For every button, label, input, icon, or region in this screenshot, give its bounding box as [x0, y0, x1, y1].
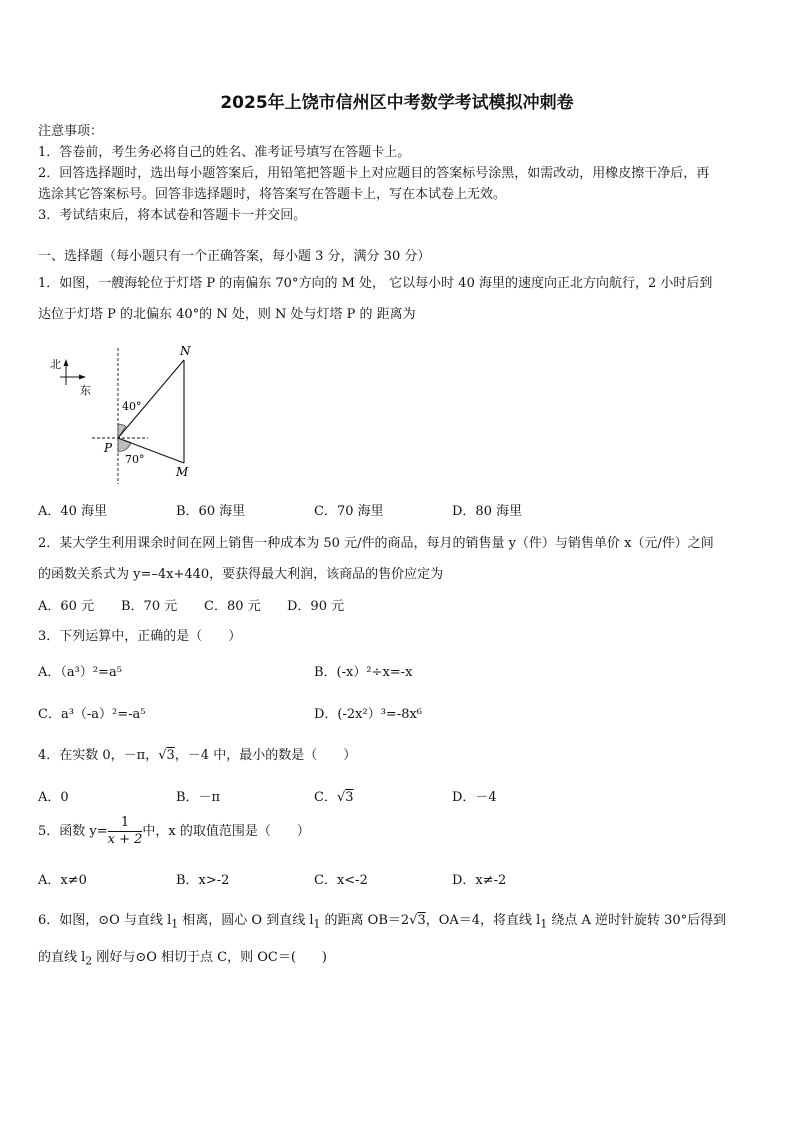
- q1-option-c[interactable]: C．70 海里: [314, 504, 384, 519]
- q6-text-a: 6．如图，⊙O 与直线 l: [38, 913, 172, 928]
- q4-stem-part-a: 4．在实数 0，－π，: [38, 748, 159, 763]
- page-title: 2025年上饶市信州区中考数学考试模拟冲刺卷: [220, 93, 574, 113]
- q2-option-d[interactable]: D．90 元: [287, 599, 345, 614]
- q2-option-a[interactable]: A．60 元: [38, 599, 95, 614]
- q5-stem: [38, 815, 310, 848]
- angle-40-label: 40°: [122, 400, 142, 413]
- q6-stem-line2: [38, 946, 327, 968]
- q6-text-c: 的距离 OB＝2: [320, 913, 410, 928]
- notice-item-2-cont: 选涂其它答案标号。回答非选择题时，将答案写在答题卡上，写在本试卷上无效。: [38, 187, 507, 202]
- q1-stem-line2: 达位于灯塔 P 的北偏东 40°的 N 处，则 N 处与灯塔 P 的 距离为: [38, 307, 416, 322]
- q4-option-a[interactable]: A．0: [38, 790, 69, 805]
- q6-text-g: 刚好与⊙O 相切于点 C，则 OC＝( ): [92, 950, 327, 965]
- q3-option-c[interactable]: C．a³（-a）²=-a⁵: [38, 707, 146, 722]
- q5-fraction-denominator: x + 2: [107, 832, 143, 847]
- q4-option-d[interactable]: D．－4: [452, 790, 497, 805]
- q4-stem-part-b: ，－4 中，最小的数是（ ）: [174, 748, 357, 763]
- q4-option-c-label: C．: [314, 790, 337, 805]
- compass-east-arrow-icon: [79, 375, 86, 380]
- q2-option-c[interactable]: C．80 元: [204, 599, 261, 614]
- point-P-label: P: [104, 441, 113, 455]
- q2-option-b[interactable]: B．70 元: [121, 599, 178, 614]
- notice-item-3: 3．考试结束后，将本试卷和答题卡一并交回。: [38, 208, 307, 223]
- q5-option-c[interactable]: C．x<-2: [314, 873, 368, 888]
- q1-option-b[interactable]: B．60 海里: [176, 504, 246, 519]
- q6-text-e: 绕点 A 逆时针旋转 30°后得到: [547, 913, 727, 928]
- subscript-1: 1: [313, 917, 321, 931]
- segment-PN: [118, 360, 184, 438]
- q1-option-d[interactable]: D．80 海里: [452, 504, 523, 519]
- q6-sqrt-value: 3: [417, 913, 426, 928]
- q6-text-b: 相离，圆心 O 到直线 l: [178, 913, 314, 928]
- compass-east-label: 东: [80, 384, 91, 397]
- q6-text-d: ，OA＝4，将直线 l: [425, 913, 541, 928]
- notice-heading: 注意事项：: [38, 124, 104, 139]
- angle-70-label: 70°: [125, 453, 145, 466]
- q3-option-a[interactable]: A．（a³）²=a⁵: [38, 665, 122, 680]
- sqrt-icon: √: [158, 748, 167, 763]
- q5-option-d[interactable]: D．x≠-2: [452, 873, 507, 888]
- notice-item-1: 1．答卷前，考生务必将自己的姓名、准考证号填写在答题卡上。: [38, 145, 411, 160]
- point-N-label: N: [180, 344, 191, 358]
- q6-text-f: 的直线 l: [38, 950, 86, 965]
- q2-stem-line2: 的函数关系式为 y=–4x+440，要获得最大利润，该商品的售价应定为: [38, 567, 444, 582]
- compass-north-label: 北: [50, 358, 61, 371]
- q1-figure: [40, 342, 210, 487]
- q5-stem-part-a: 5．函数 y=: [38, 824, 108, 839]
- q3-option-b[interactable]: B．(-x）²÷x=-x: [314, 665, 413, 680]
- q6-stem-line1: [38, 909, 726, 931]
- point-M-label: M: [176, 465, 189, 479]
- q5-option-a[interactable]: A．x≠0: [38, 873, 87, 888]
- q3-stem: 3．下列运算中，正确的是（ ）: [38, 629, 242, 644]
- q5-fraction-numerator: 1: [108, 815, 143, 832]
- q4-option-c[interactable]: [314, 786, 354, 805]
- subscript-1: 1: [171, 917, 179, 931]
- q5-option-b[interactable]: B．x>-2: [176, 873, 230, 888]
- compass-north-arrow-icon: [64, 359, 69, 366]
- q4-option-b[interactable]: B．－π: [176, 790, 221, 805]
- q5-fraction: [108, 815, 143, 848]
- q4-stem-sqrt-value: 3: [166, 748, 175, 763]
- q5-stem-part-b: 中，x 的取值范围是（ ）: [142, 824, 310, 839]
- q1-option-a[interactable]: A．40 海里: [38, 504, 108, 519]
- sqrt-icon: √: [336, 790, 346, 805]
- q4-stem: [38, 744, 356, 763]
- sqrt-icon: √: [409, 913, 418, 928]
- q2-stem-line1: 2．某大学生利用课余时间在网上销售一种成本为 50 元/件的商品，每月的销售量 y（件）与销售单价 x（元/件）之间: [38, 536, 714, 551]
- q1-stem-line1: 1．如图，一艘海轮位于灯塔 P 的南偏东 70°方向的 M 处， 它以每小时 40 海里的速度向正北方向航行，2 小时后到: [38, 276, 713, 291]
- subscript-1: 1: [540, 917, 548, 931]
- q3-option-d[interactable]: D．(-2x²）³=-8x⁶: [314, 707, 423, 722]
- notice-item-2: 2．回答选择题时，选出每小题答案后，用铅笔把答题卡上对应题目的答案标号涂黑，如需改动，用橡皮擦干净后，再: [38, 166, 710, 181]
- q4-option-c-sqrt-value: 3: [345, 790, 354, 805]
- subscript-2: 2: [85, 954, 93, 968]
- section-heading: 一、选择题（每小题只有一个正确答案，每小题 3 分，满分 30 分）: [38, 249, 431, 264]
